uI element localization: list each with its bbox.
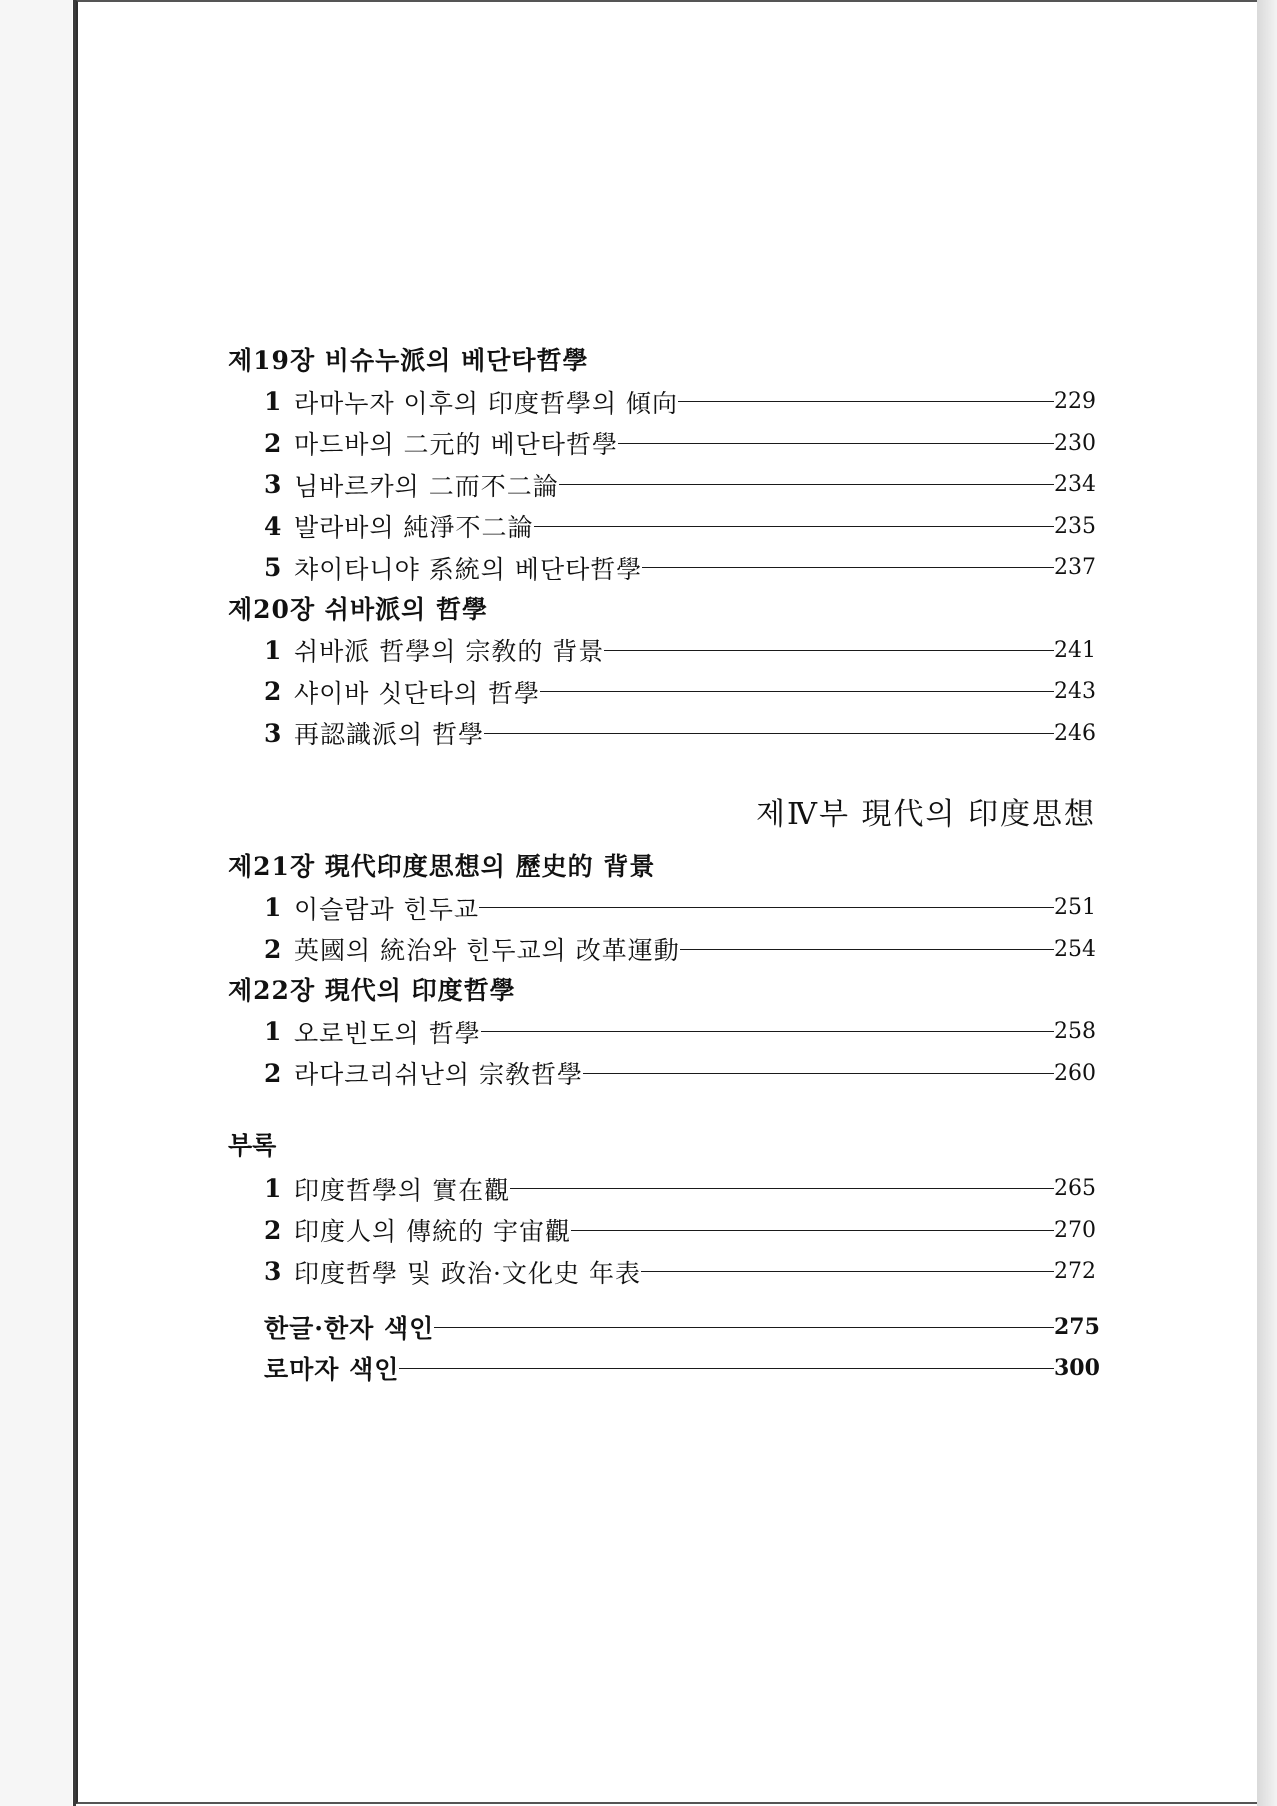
toc-entry[interactable] (228, 1053, 1096, 1095)
page-number: 243 (1054, 679, 1096, 705)
entry-title: 再認識派의 哲學 (294, 720, 485, 750)
entry-title: 印度人의 傳統的 宇宙觀 (294, 1217, 572, 1247)
toc-entry[interactable] (228, 1210, 1096, 1252)
entry-number: 1 (264, 1017, 282, 1047)
toc-entry[interactable] (228, 887, 1096, 929)
appendix-heading: 부록 (228, 1131, 277, 1160)
entry-number: 3 (264, 1257, 282, 1287)
entry-title: 英國의 統治와 힌두교의 改革運動 (294, 936, 680, 966)
toc-entry[interactable] (228, 506, 1096, 548)
chapter-heading: 제22장 現代의 印度哲學 (228, 976, 516, 1005)
entry-title: 라마누자 이후의 印度哲學의 傾向 (294, 388, 679, 418)
toc-entry[interactable] (228, 671, 1096, 713)
entry-title: 印度哲學의 實在觀 (294, 1175, 511, 1205)
chapter-heading: 제21장 現代印度思想의 歷史的 背景 (228, 852, 656, 881)
leader-line (583, 1073, 1054, 1074)
page-number: 275 (1054, 1314, 1100, 1340)
leader-line (484, 733, 1054, 734)
entry-title: 챠이타니야 系統의 베단타哲學 (294, 554, 643, 584)
page-number: 265 (1054, 1176, 1096, 1202)
entry-number: 2 (264, 934, 282, 964)
page-number: 300 (1054, 1355, 1100, 1381)
leader-line (618, 443, 1054, 444)
entry-number: 1 (264, 1174, 282, 1204)
page-number: 251 (1054, 895, 1096, 921)
page-number: 260 (1054, 1060, 1096, 1086)
leader-line (678, 401, 1054, 402)
page-number: 229 (1054, 389, 1096, 415)
page-number: 241 (1054, 637, 1096, 663)
viewer-right-margin (1257, 0, 1277, 1806)
index-title: 한글·한자 색인 (264, 1314, 435, 1343)
toc-entry[interactable] (228, 547, 1096, 589)
entry-title: 님바르카의 二而不二論 (294, 471, 559, 501)
toc-entry[interactable] (228, 630, 1096, 672)
entry-number: 2 (264, 428, 282, 458)
entry-number: 2 (264, 677, 282, 707)
toc-entry[interactable] (228, 464, 1096, 506)
chapter-heading: 제19장 비슈누派의 베단타哲學 (228, 346, 589, 375)
chapter-heading: 제20장 쉬바派의 哲學 (228, 594, 488, 624)
leader-line (434, 1327, 1054, 1328)
leader-line (559, 484, 1054, 485)
page-number: 237 (1054, 555, 1096, 581)
entry-number: 1 (264, 387, 282, 417)
entry-title: 마드바의 二元的 베단타哲學 (294, 430, 618, 460)
page-number: 272 (1054, 1259, 1096, 1285)
leader-line (481, 1031, 1054, 1032)
entry-number: 4 (264, 511, 282, 541)
toc-entry[interactable] (228, 1011, 1096, 1053)
index-entry[interactable] (228, 1348, 1100, 1389)
leader-line (510, 1188, 1054, 1189)
toc-entry[interactable] (228, 1168, 1096, 1210)
leader-line (641, 1271, 1054, 1272)
entry-title: 이슬람과 힌두교 (294, 894, 479, 924)
entry-title: 오로빈도의 哲學 (294, 1018, 481, 1048)
leader-line (604, 650, 1054, 651)
entry-number: 1 (264, 893, 282, 923)
leader-line (540, 691, 1054, 692)
toc-entry[interactable] (228, 381, 1096, 423)
toc-entry[interactable] (228, 423, 1096, 465)
page-number: 246 (1054, 720, 1096, 746)
page-number: 230 (1054, 430, 1096, 456)
toc-entry[interactable] (228, 929, 1096, 971)
index-title: 로마자 색인 (264, 1355, 400, 1384)
page-number: 235 (1054, 513, 1096, 539)
entry-number: 5 (264, 553, 282, 583)
viewer-left-margin (0, 0, 72, 1806)
leader-line (534, 526, 1054, 527)
leader-line (680, 949, 1054, 950)
toc-entry[interactable] (228, 1251, 1096, 1293)
page-number: 234 (1054, 472, 1096, 498)
entry-title: 印度哲學 및 政治·文化史 年表 (294, 1258, 641, 1288)
entry-number: 2 (264, 1058, 282, 1088)
toc-entry[interactable] (228, 713, 1096, 755)
entry-number: 2 (264, 1215, 282, 1245)
entry-number: 1 (264, 635, 282, 665)
entry-number: 3 (264, 470, 282, 500)
entry-title: 쉬바派 哲學의 宗敎的 背景 (294, 637, 605, 667)
entry-title: 샤이바 싯단타의 哲學 (294, 678, 540, 708)
page-number: 270 (1054, 1217, 1096, 1243)
entry-title: 발라바의 純淨不二論 (294, 513, 534, 543)
leader-line (479, 907, 1054, 908)
index-entry[interactable] (228, 1307, 1100, 1348)
entry-number: 3 (264, 718, 282, 748)
entry-title: 라다크리쉬난의 宗敎哲學 (294, 1060, 583, 1090)
table-of-contents (228, 340, 1100, 1389)
leader-line (399, 1368, 1054, 1369)
leader-line (642, 567, 1054, 568)
leader-line (571, 1230, 1054, 1231)
page-number: 254 (1054, 936, 1096, 962)
page-number: 258 (1054, 1019, 1096, 1045)
part-heading: 제Ⅳ부 現代의 印度思想 (756, 797, 1096, 832)
